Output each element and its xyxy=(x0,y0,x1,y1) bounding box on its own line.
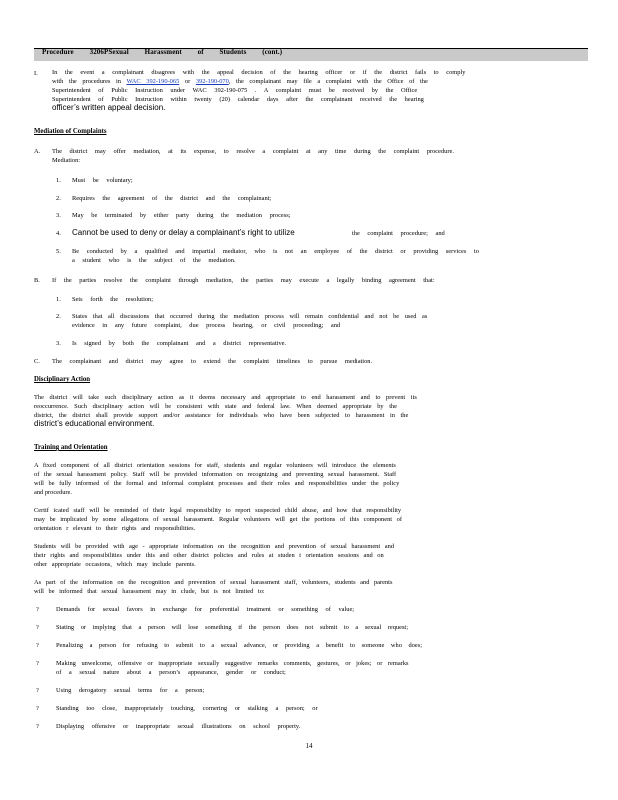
agreement-item-text: Is signed by both the complainant and a district representative. xyxy=(72,340,287,347)
agreement-item-text-cont: evidence in any future complaint, due process hearing, or civil proceeding; and xyxy=(72,322,341,329)
item-i-line-2 xyxy=(52,78,428,86)
mediation-item-text: Requires the agreement of the district and the complainant; xyxy=(72,195,272,202)
training-p1-line-2: of the sexual harassment policy. Staff will be provided information on recognizing and preventing sexual harassment. Staff xyxy=(34,471,397,478)
disciplinary-line-2: reoccurrence. Such disciplinary action will be consistent with state and federal law. When deemed appropriate by the xyxy=(34,403,398,410)
bullet-marker: ? xyxy=(36,687,39,694)
mediation-item-text: Must be voluntary; xyxy=(72,177,133,184)
agreement-item-number: 1. xyxy=(56,296,61,303)
bullet-marker: ? xyxy=(36,705,39,712)
mediation-a-line-1: The district may offer mediation, at its expense, to resolve a complaint at any time during the complaint procedure. xyxy=(52,148,454,155)
training-p1-line-1: A fixed component of all district orientation sessions for staff, students and regular volunteers will introduce the elements xyxy=(34,462,396,469)
bullet-text-cont: of a sexual nature about a person’s appearance, gender or conduct; xyxy=(56,669,286,676)
bullet-text: Displaying offensive or inappropriate sexual illustrations on school property. xyxy=(56,723,301,730)
bullet-text: Demands for sexual favors in exchange for preferential treatment or something of value; xyxy=(56,606,355,613)
mediation-item-number: 5. xyxy=(56,248,61,255)
bullet-marker: ? xyxy=(36,660,39,667)
training-p4-line-1: As part of the information on the recognition and prevention of sexual harassment staff, volunteers, students and parents xyxy=(34,579,393,586)
wac-link-070[interactable]: 392-190-070 xyxy=(195,78,229,85)
bullet-text: Standing too close, inappropriately touching, cornering or stalking a person; or xyxy=(56,705,318,712)
training-p3-line-2: their rights and responsibilities under this and other district policies and rules at studen t orientation sessions and on xyxy=(34,552,384,559)
agreement-item-text: Sets forth the resolution; xyxy=(72,296,154,303)
bullet-marker: ? xyxy=(36,642,39,649)
mediation-item-text-emphasis: Cannot be used to deny or delay a complainant’s right to utilize xyxy=(72,228,295,237)
item-i-line-2a: with the procedures in xyxy=(52,78,121,85)
mediation-b-marker: B. xyxy=(34,277,40,284)
wac-link-065[interactable]: WAC 392-190-065 xyxy=(126,78,180,85)
item-i-line-1: In the event a complainant disagrees with the appeal decision of the hearing officer or if the district fails to comply xyxy=(52,69,466,76)
agreement-item-number: 2. xyxy=(56,313,61,320)
training-p3-line-1: Students will be provided with age - appropriate information on the recognition and prevention of sexual harassment and xyxy=(34,543,394,550)
training-p2-line-3: orientation r elevant to their rights and responsibilities. xyxy=(34,525,196,532)
agreement-item-text: States that all discussions that occurred during the mediation process will remain confidential and not be used as xyxy=(72,313,428,320)
mediation-item-number: 1. xyxy=(56,177,61,184)
procedure-header: Procedure 3206PSexual Harassment of Students (cont.) xyxy=(42,48,283,56)
training-p1-line-4: and procedure. xyxy=(34,489,72,496)
page-number: 14 xyxy=(305,742,313,750)
mediation-a-marker: A. xyxy=(34,148,41,155)
training-p2-line-2: may be implicated by some allegations of sexual harassment. Regular volunteers will get the portions of this component of xyxy=(34,516,402,523)
mediation-b-text: If the parties resolve the complaint through mediation, the parties may execute a legally binding agreement that: xyxy=(52,277,435,284)
bullet-marker: ? xyxy=(36,723,39,730)
item-i-line-4: Superintendent of Public Instruction within twenty (20) calendar days after the complainant received the hearing xyxy=(52,96,424,103)
bullet-marker: ? xyxy=(36,624,39,631)
mediation-item-text: Be conducted by a qualified and impartial mediator, who is not an employee of the district or providing services to xyxy=(72,248,479,255)
item-i-line-3: Superintendent of Public Instruction under WAC 392-190-075 . A complaint must be received by the Office xyxy=(52,87,418,94)
mediation-c-marker: C. xyxy=(34,358,40,365)
mediation-item-number: 2. xyxy=(56,195,61,202)
bullet-marker: ? xyxy=(36,606,39,613)
training-p3-line-3: other appropriate occasions, which may include parents. xyxy=(34,561,196,568)
item-i-line-5: officer’s written appeal decision. xyxy=(52,103,166,112)
agreement-item-number: 3. xyxy=(56,340,61,347)
mediation-heading: Mediation of Complaints xyxy=(34,128,107,135)
disciplinary-line-1: The district will take such disciplinary action as it deems necessary and appropriate to end harassment and to prevent its xyxy=(34,394,417,401)
disciplinary-heading: Disciplinary Action xyxy=(34,376,91,383)
bullet-text: Using derogatory sexual terms for a person; xyxy=(56,687,205,694)
training-heading: Training and Orientation xyxy=(34,444,108,451)
item-i-or: or xyxy=(184,78,191,85)
mediation-item-text-cont: a student who is the subject of the mediation. xyxy=(72,257,236,264)
disciplinary-line-3: district, the district shall provide support and/or assistance for individuals who have been subjected to harassment in the xyxy=(34,412,409,419)
disciplinary-line-4: district’s educational environment. xyxy=(34,419,155,428)
bullet-text: Stating or implying that a person will lose something if the person does not submit to a sexual request; xyxy=(56,624,408,631)
training-p1-line-3: will be fully informed of the formal and informal complaint processes and their roles and responsibilities under the policy xyxy=(34,480,400,487)
mediation-item-text: May be terminated by either party during the mediation process; xyxy=(72,212,291,219)
mediation-c-text: The complainant and district may agree to extend the complaint timelines to pursue mediation. xyxy=(52,358,373,365)
mediation-item-text: the complaint procedure; and xyxy=(352,230,445,237)
training-p2-line-1: Certif icated staff will be reminded of their legal responsibility to report suspected child abuse, and how that responsibility xyxy=(34,507,402,514)
bullet-text: Making unwelcome, offensive or inappropriate sexually suggestive remarks comments, gestures, or jokes; or remarks xyxy=(56,660,409,667)
item-i-marker: I. xyxy=(34,70,38,77)
bullet-text: Penalizing a person for refusing to submit to a sexual advance, or providing a benefit to someone who does; xyxy=(56,642,422,649)
mediation-a-line-2: Mediation: xyxy=(52,157,81,164)
training-p4-line-2: will be informed that sexual harassment may in clude, but is not limited to: xyxy=(34,588,265,595)
mediation-item-number: 3. xyxy=(56,212,61,219)
item-i-line-2b: , the complainant may file a complaint with the Office of the xyxy=(228,78,428,85)
mediation-item-number: 4. xyxy=(56,230,61,237)
